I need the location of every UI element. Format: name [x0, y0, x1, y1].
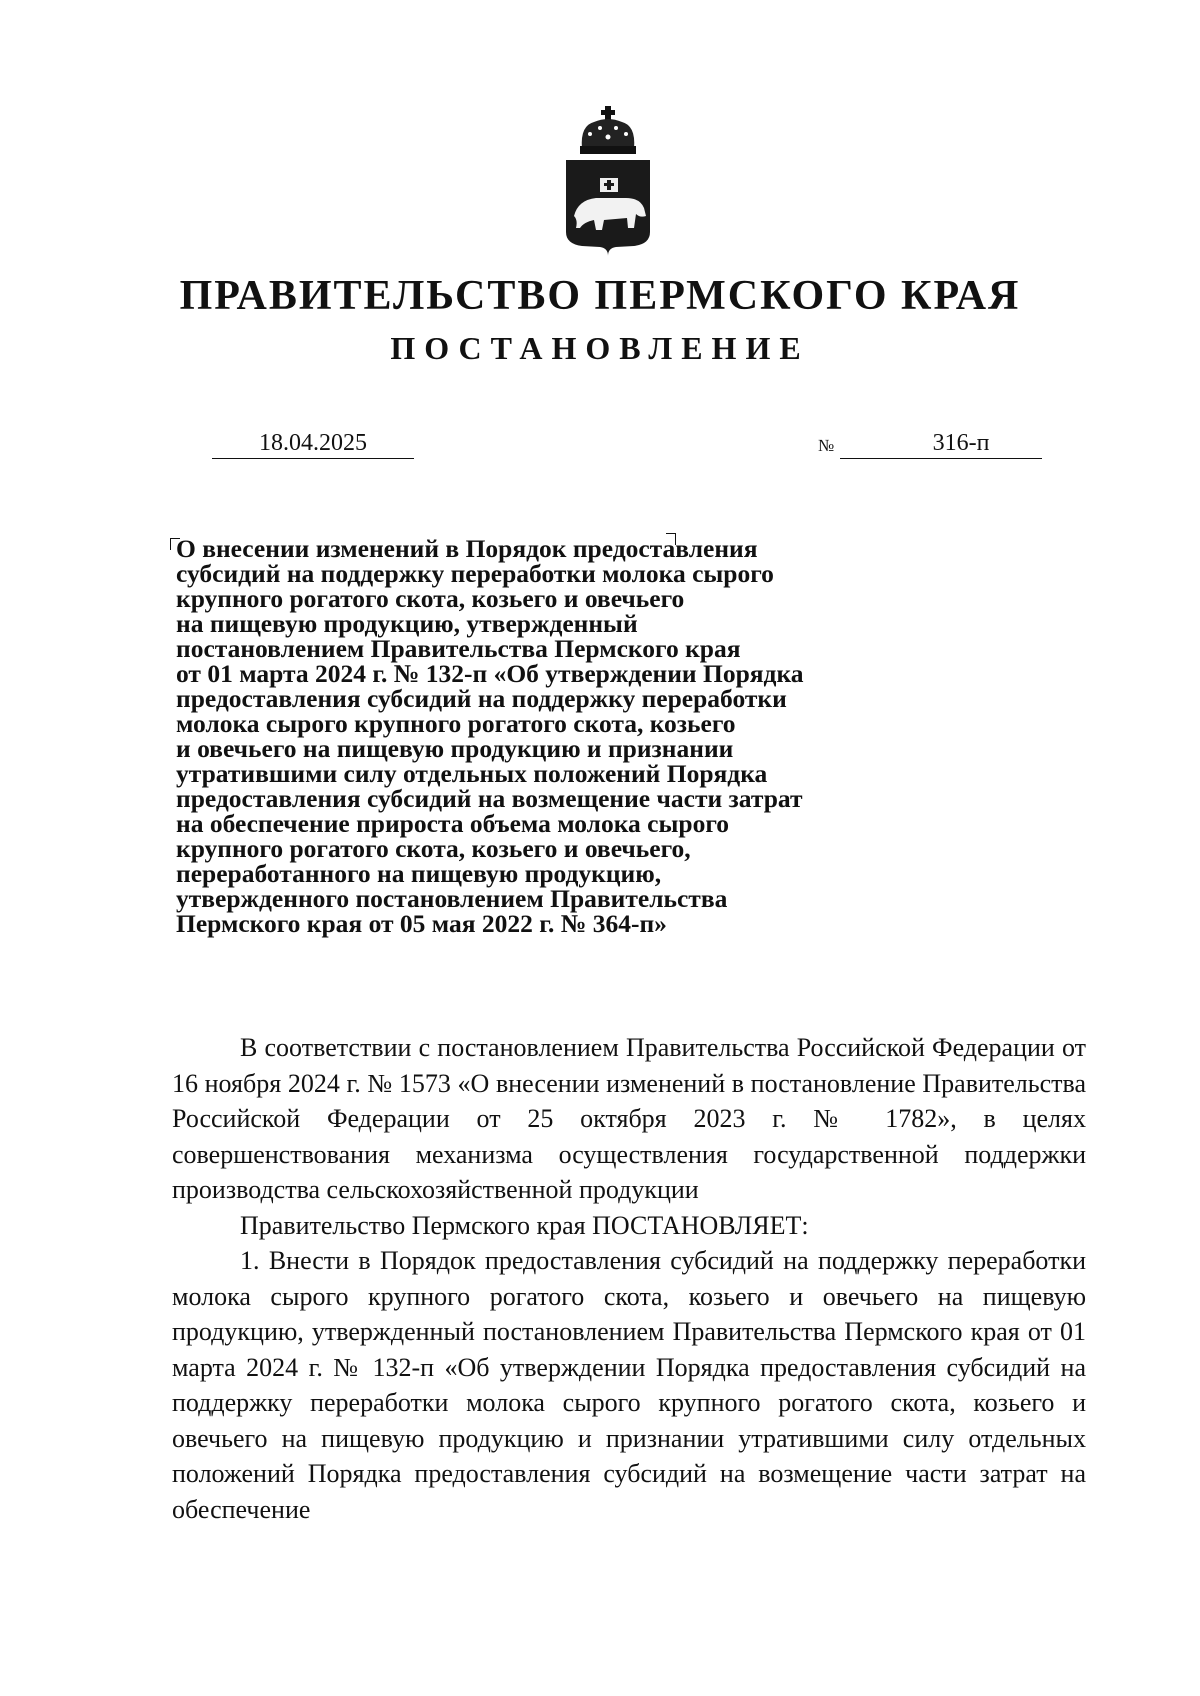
title-line: на пищевую продукцию, утвержденный	[176, 609, 638, 638]
document-title	[176, 536, 916, 936]
organization-name: ПРАВИТЕЛЬСТВО ПЕРМСКОГО КРАЯ	[179, 273, 1021, 319]
title-line: постановлением Правительства Пермского края	[176, 634, 741, 663]
item-1-paragraph: 1. Внести в Порядок предоставления субсидий на поддержку переработки молока сырого крупного рогатого скота, козьего и овечьего на пищевую продукцию, утвержденный постановлением Правительства Пермского края от 01 марта 2024 г. № 132-п «Об утверждении Порядка предоставления субсидий на поддержку переработки молока сырого крупного рогатого скота, козьего и овечьего на пищевую продукцию и признании утратившими силу отдельных положений Порядка предоставления субсидий на возмещение части затрат на обеспечение	[172, 1246, 1086, 1524]
title-line: крупного рогатого скота, козьего и овечьего	[176, 584, 685, 613]
number-label: №	[818, 436, 835, 455]
title-line: от 01 марта 2024 г. № 132-п «Об утверждении Порядка	[176, 659, 804, 688]
resolution-paragraph: Правительство Пермского края ПОСТАНОВЛЯЕТ:	[240, 1210, 809, 1240]
title-line: предоставления субсидий на возмещение части затрат	[176, 784, 803, 813]
coat-of-arms-icon	[560, 104, 656, 256]
title-line: на обеспечение прироста объема молока сырого	[176, 809, 730, 838]
title-line: и овечьего на пищевую продукцию и признании	[176, 734, 734, 763]
document-date: 18.04.2025	[212, 428, 414, 459]
title-line: субсидий на поддержку переработки молока сырого	[176, 559, 774, 588]
preamble-paragraph: В соответствии с постановлением Правительства Российской Федерации от 16 ноября 2024 г. № 1573 «О внесении изменений в постановление Правительства Российской Федерации от 25 октября 2023 г. № 1782», в целях совершенствования механизма осуществления государственной поддержки производства сельскохозяйственной продукции	[172, 1033, 1086, 1204]
title-line: предоставления субсидий на поддержку переработки	[176, 684, 787, 713]
title-line: Пермского края от 05 мая 2022 г. № 364-п»	[176, 909, 667, 938]
title-line: крупного рогатого скота, козьего и овечьего,	[176, 834, 691, 863]
title-line: О внесении изменений в Порядок предоставления	[176, 534, 758, 563]
title-line: утратившими силу отдельных положений Порядка	[176, 759, 768, 788]
title-line: переработанного на пищевую продукцию,	[176, 859, 662, 888]
document-type: ПОСТАНОВЛЕНИЕ	[390, 330, 810, 366]
document-body	[172, 1030, 1086, 1527]
title-line: утвержденного постановлением Правительства	[176, 884, 728, 913]
document-number: 316-п	[840, 428, 1042, 459]
title-line: молока сырого крупного рогатого скота, козьего	[176, 709, 736, 738]
